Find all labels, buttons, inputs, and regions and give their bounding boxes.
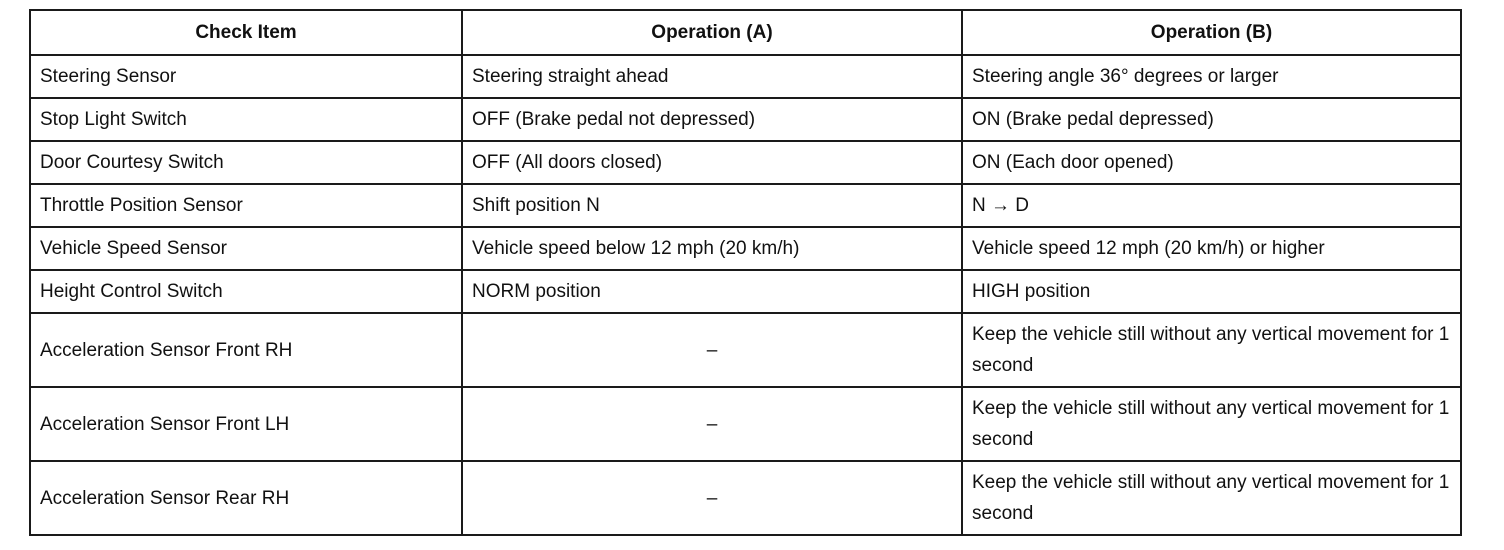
check-item-cell: Vehicle Speed Sensor: [30, 227, 462, 270]
table-row: [30, 387, 1461, 461]
table-row: [30, 270, 1461, 313]
operation-b-cell: Vehicle speed 12 mph (20 km/h) or higher: [962, 227, 1461, 270]
operation-b-cell: Keep the vehicle still without any vertical movement for 1 second: [962, 461, 1461, 535]
operation-b-cell: Steering angle 36° degrees or larger: [962, 55, 1461, 98]
table-header: [30, 10, 1461, 55]
table-row: [30, 313, 1461, 387]
operation-b-cell: Keep the vehicle still without any vertical movement for 1 second: [962, 387, 1461, 461]
operation-b-cell: ON (Each door opened): [962, 141, 1461, 184]
operation-a-cell: OFF (All doors closed): [462, 141, 962, 184]
check-item-cell: Steering Sensor: [30, 55, 462, 98]
operation-a-cell: NORM position: [462, 270, 962, 313]
operation-b-cell: Keep the vehicle still without any vertical movement for 1 second: [962, 313, 1461, 387]
operation-b-cell: ON (Brake pedal depressed): [962, 98, 1461, 141]
check-item-cell: Acceleration Sensor Front LH: [30, 387, 462, 461]
header-operation-b: Operation (B): [962, 10, 1461, 55]
check-item-table: [29, 9, 1462, 536]
table-row: [30, 55, 1461, 98]
operation-b-cell: HIGH position: [962, 270, 1461, 313]
table-row: [30, 461, 1461, 535]
check-item-cell: Height Control Switch: [30, 270, 462, 313]
check-item-cell: Acceleration Sensor Front RH: [30, 313, 462, 387]
operation-a-cell: OFF (Brake pedal not depressed): [462, 98, 962, 141]
header-row: [30, 10, 1461, 55]
table-body: [30, 55, 1461, 535]
check-item-cell: Acceleration Sensor Rear RH: [30, 461, 462, 535]
check-item-cell: Stop Light Switch: [30, 98, 462, 141]
table-row: [30, 184, 1461, 227]
table-row: [30, 141, 1461, 184]
table-row: [30, 227, 1461, 270]
operation-a-cell: –: [462, 313, 962, 387]
operation-a-cell: Shift position N: [462, 184, 962, 227]
check-item-cell: Door Courtesy Switch: [30, 141, 462, 184]
operation-a-cell: –: [462, 387, 962, 461]
table-row: [30, 98, 1461, 141]
operation-a-cell: Steering straight ahead: [462, 55, 962, 98]
operation-b-cell: N → D: [962, 184, 1461, 227]
header-check-item: Check Item: [30, 10, 462, 55]
header-operation-a: Operation (A): [462, 10, 962, 55]
operation-a-cell: Vehicle speed below 12 mph (20 km/h): [462, 227, 962, 270]
check-item-cell: Throttle Position Sensor: [30, 184, 462, 227]
operation-a-cell: –: [462, 461, 962, 535]
